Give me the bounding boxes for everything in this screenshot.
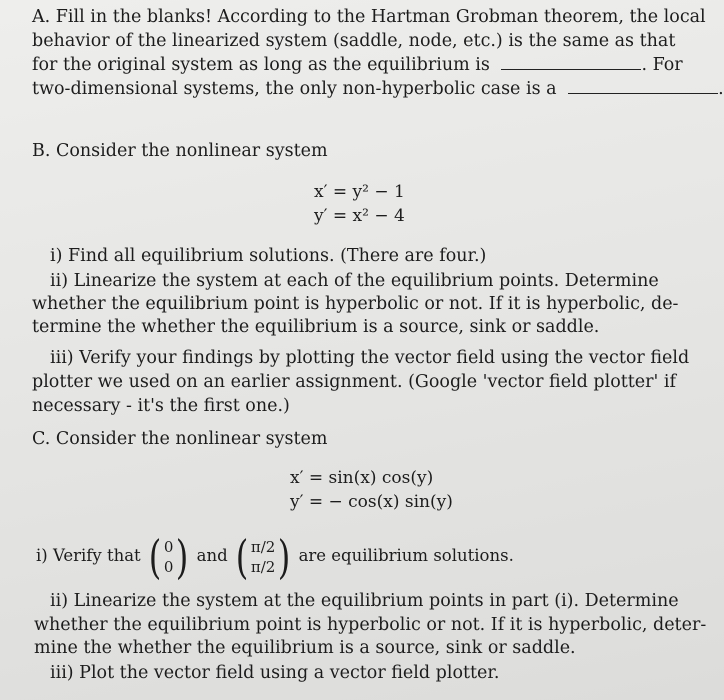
section-b-part-iii-line-2: plotter we used on an earlier assignment. (Google 'vector field plotter' if <box>32 372 676 392</box>
section-c-part-ii-line-2: whether the equilibrium point is hyperbolic or not. If it is hyperbolic, deter- <box>34 615 707 635</box>
section-a-line-3 <box>32 54 683 76</box>
section-c-part-i-end: are equilibrium solutions. <box>298 546 514 565</box>
section-c-part-ii-line-1: ii) Linearize the system at the equilibrium points in part (i). Determine <box>50 591 679 611</box>
section-b-part-ii-line-1: ii) Linearize the system at each of the equilibrium points. Determine <box>50 271 659 291</box>
section-b-part-ii-line-3: termine the whether the equilibrium is a source, sink or saddle. <box>32 317 600 337</box>
vector-1-bottom: 0 <box>163 558 174 576</box>
section-b-part-iii-line-3: necessary - it's the first one.) <box>32 396 290 416</box>
section-c-part-i-text: i) Verify that <box>36 546 141 565</box>
section-b-equation-2: y′ = x² − 4 <box>314 206 405 226</box>
vector-1-top: 0 <box>163 538 174 556</box>
section-a-line-4-text: two-dimensional systems, the only non-hyperbolic case is a <box>32 79 557 99</box>
section-a-line-1: A. Fill in the blanks! According to the Hartman Grobman theorem, the local <box>32 7 706 27</box>
section-b-heading: B. Consider the nonlinear system <box>32 141 328 161</box>
vector-2-bottom: π/2 <box>250 558 276 576</box>
section-c-heading: C. Consider the nonlinear system <box>32 429 328 449</box>
section-b-part-iii-line-1: iii) Verify your findings by plotting the vector field using the vector field <box>50 348 690 368</box>
section-a-line-2: behavior of the linearized system (saddle, node, etc.) is the same as that <box>32 31 676 51</box>
section-c-equation-1: x′ = sin(x) cos(y) <box>290 468 434 488</box>
section-b-part-ii-line-2: whether the equilibrium point is hyperbolic or not. If it is hyperbolic, de- <box>32 294 679 314</box>
section-c-part-ii-line-3: mine the whether the equilibrium is a source, sink or saddle. <box>34 638 576 658</box>
section-a-line-3-text: for the original system as long as the equilibrium is <box>32 55 490 75</box>
section-a-line-3-end: . For <box>641 55 683 75</box>
blank-non-hyperbolic <box>568 79 718 94</box>
equilibrium-vector-pi-half: ( π/2 π/2) <box>235 530 291 584</box>
section-a-line-4-end: . <box>718 79 724 99</box>
vector-2-top: π/2 <box>250 538 276 556</box>
section-a-line-4 <box>32 78 724 100</box>
section-b-part-i: i) Find all equilibrium solutions. (There are four.) <box>50 246 487 266</box>
section-b-equation-1: x′ = y² − 1 <box>314 182 405 202</box>
section-c-part-i <box>36 528 514 584</box>
section-c-equation-2: y′ = − cos(x) sin(y) <box>290 492 453 512</box>
section-c-part-iii: iii) Plot the vector field using a vector field plotter. <box>50 663 500 683</box>
section-c-part-i-and: and <box>196 546 228 565</box>
blank-hyperbolic <box>501 55 641 70</box>
equilibrium-vector-origin: ( 0 0) <box>148 530 189 584</box>
